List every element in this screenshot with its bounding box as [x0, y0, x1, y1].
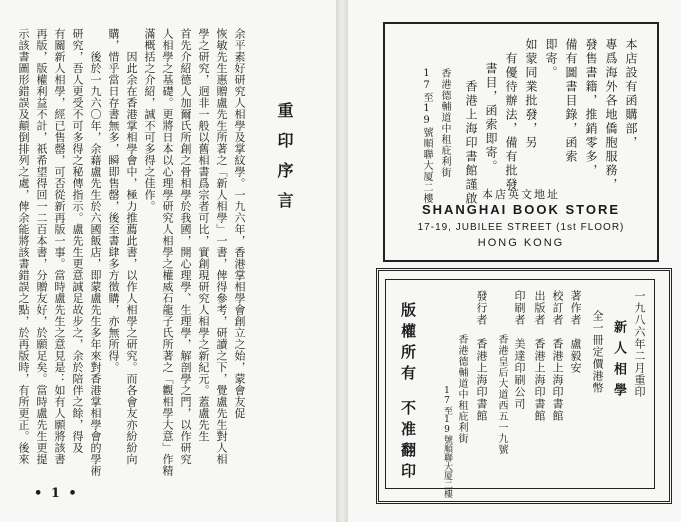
- ad-column: 有優待辦法，備有批發: [504, 52, 518, 192]
- store-address-en: 17-19, JUBILEE STREET (1st FLOOR): [417, 222, 625, 233]
- address-zh-line-1: 香港德輔道中租庇利街: [439, 68, 450, 178]
- book-gutter: [336, 0, 348, 522]
- preface-title: 重印序言: [275, 102, 294, 222]
- ad-column: 如蒙同業批發，另: [524, 38, 538, 150]
- preface-column: 學之研究，迥非一般以舊相書爲宗者可比，實創現研究人相學之新紀元。蓋盧先生: [197, 28, 210, 442]
- copyright-column: 著作者 盧毅安: [569, 290, 582, 374]
- copyright-inner-frame: [385, 279, 655, 498]
- copyright-column: 出版者 香港上海印書館: [533, 290, 546, 422]
- ad-column: 發售書籍，推銷零多，: [584, 38, 598, 178]
- ad-column: 書目，函索即寄。: [484, 62, 498, 174]
- ad-column: 本店設有函購部，: [624, 38, 638, 150]
- preface-column: 研究，吾人更受不可多得之秘傳指示。盧先生更意誠足故步之，余於陪伴之餘，得及: [71, 28, 84, 454]
- preface-column: 首先介紹德人加爾氏所創之骨相學於我國，開心理學、生理學，解剖學之門，以作研究: [179, 28, 192, 465]
- copyright-column: 一九八六年二月重印: [633, 290, 646, 398]
- preface-column: 恢敏先生惠贈盧先生所著之「新人相學」一書，俾得參考，研讀之下，覺盧先生對人相: [215, 28, 228, 465]
- ad-column: 專爲海外各地僑胞服務，: [604, 38, 618, 192]
- copyright-column: 17至19號順聯大厦二樓: [442, 350, 452, 498]
- copyright-column: 香港德輔道中租庇利街: [456, 290, 467, 444]
- book-title: 新人相學: [611, 320, 626, 404]
- ad-column: 香港上海印書館謹啟: [464, 80, 478, 206]
- preface-column: 人相學之基礎。更將日本以心理學研究人相學之權威石龍子氏所著之「觀相學大意」作精: [161, 28, 174, 477]
- address-zh-line-2: 17至19號順聯大厦二樓: [421, 68, 432, 204]
- copyright-column: 印刷者 美達印刷公司: [513, 290, 526, 410]
- preface-column: 有關新人相學，經已售罄，可否從新再版一事。當時盧先生之意見是：如有人願將該書: [53, 28, 66, 465]
- preface-column: 滿概括之介紹，誠不可多得之佳作。: [143, 28, 156, 212]
- bookstore-advertisement: [383, 22, 659, 262]
- copyright-column: 校訂者 香港上海印書館: [551, 290, 564, 422]
- copyright-column: 香港皇后大道西五一九號: [496, 290, 507, 455]
- left-page: [0, 0, 336, 522]
- preface-column: 因此余在香港掌相學會中，極力推薦此書，以作人相學之研究。而各會友亦紛紛向: [125, 28, 138, 465]
- page-number: • 1 •: [34, 486, 79, 501]
- preface-column: 示該書圖形錯誤及顛倒排列之處，俾余能將該書錯誤之點，於再版時，有所更正。後來: [17, 28, 30, 465]
- preface-column: 再版，版權利益不計，祇希望得回一二百本書，分贈友好，於願足矣。當時盧先生更提: [35, 28, 48, 465]
- store-name-zh: 本店英文地址: [482, 188, 560, 201]
- store-name-en: SHANGHAI BOOK STORE: [421, 202, 621, 217]
- rights-reserved: 版權所有: [399, 302, 417, 386]
- copyright-column: 全一冊定價港幣: [591, 310, 604, 394]
- ad-column: 即寄。: [544, 38, 558, 80]
- copyright-column: 發行者 香港上海印書館: [475, 290, 488, 422]
- preface-column: 購，惜乎當日存書無多，瞬即售罄，後至書肆多方徵購，亦無所得。: [107, 28, 120, 373]
- preface-column: 後於一九六〇年，余藉盧先生於六國飯店，即蒙盧先生多年來對香港掌相學會的學術: [89, 28, 102, 477]
- store-city-en: HONG KONG: [477, 237, 565, 249]
- ad-column: 備有圖書目錄，函索: [564, 38, 578, 164]
- preface-column: 余平素好研究人相學及掌紋學。一九六年，香港掌相學會創立之始，蒙會友促: [233, 28, 246, 419]
- copyright-page: [376, 268, 672, 504]
- no-reproduction: 不准翻印: [399, 400, 417, 484]
